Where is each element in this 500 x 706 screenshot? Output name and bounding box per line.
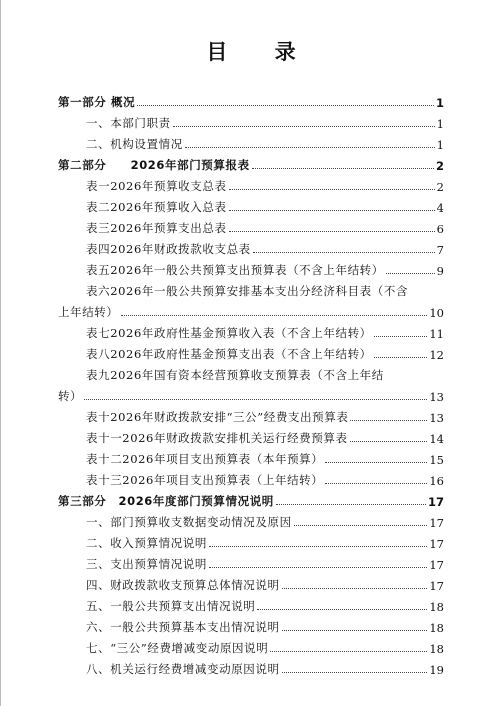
toc-entry-label: 表十2026年财政拨款安排“三公”经费支出预算表 [86,410,349,424]
toc-entry[interactable] [58,257,444,278]
toc-entry-label: 表二2026年预算收入总表 [86,200,227,214]
toc-page-number: 19 [429,663,444,677]
toc-page-number: 16 [429,474,444,488]
toc-leader-dots [209,546,427,547]
toc-leader-dots [173,126,435,127]
toc-page-number: 9 [436,264,444,278]
toc-entry-label: 表七2026年政府性基金预算收入表（不含上年结转） [86,326,372,340]
toc-leader-dots [185,147,435,148]
toc-page-number: 6 [436,222,444,236]
toc-part-heading[interactable] [58,488,444,509]
toc-page-number: 2 [436,180,444,194]
toc-entry[interactable] [58,131,444,152]
toc-leader-dots [325,483,427,484]
toc-entry[interactable] [58,593,444,614]
page-title: 目 录 [206,40,316,64]
toc-leader-dots [282,588,428,589]
toc-entry[interactable] [58,236,444,257]
toc-entry-label: 第三部分 2026年度部门预算情况说明 [58,494,274,508]
toc-entry[interactable] [58,404,444,425]
toc-leader-dots [253,252,435,253]
toc-leader-dots [209,567,427,568]
toc-leader-dots [121,315,428,316]
toc-entry-label: 八、机关运行经费增减变动原因说明 [86,662,280,676]
toc-page-number: 12 [429,348,444,362]
toc-part-heading[interactable] [58,152,444,173]
toc-leader-dots [325,462,427,463]
toc-leader-dots [386,273,435,274]
toc-page-number: 17 [429,579,444,593]
toc-leader-dots [350,420,427,421]
toc-entry-label: 表九2026年国有资本经营预算收支预算表（不含上年结 [86,368,384,382]
toc-page-number: 18 [429,621,444,635]
toc-entry-label: 二、机构设置情况 [86,137,183,151]
toc-leader-dots [270,651,427,652]
toc-entry-label-continued: 上年结转） [58,305,119,319]
toc-leader-dots [257,609,427,610]
toc-entry[interactable] [58,530,444,551]
toc-part-heading[interactable] [58,89,444,110]
toc-page-number: 15 [429,453,444,467]
toc-entry[interactable] [58,341,444,362]
toc-entry[interactable] [58,320,444,341]
toc-entry-label: 七、“三公”经费增减变动原因说明 [86,641,269,655]
toc-entry-label: 表十二2026年项目支出预算表（本年预算） [86,452,324,466]
toc-entry-label: 表八2026年政府性基金预算支出表（不含上年结转） [86,347,372,361]
toc-leader-dots [84,399,427,400]
toc-leader-dots [276,504,426,505]
toc-entry-label: 一、部门预算收支数据变动情况及原因 [86,515,292,529]
toc-entry-label: 表十一2026年财政拨款安排机关运行经费预算表 [86,431,348,445]
toc-entry[interactable] [58,194,444,215]
toc-entry-label: 五、一般公共预算支出情况说明 [86,599,256,613]
toc-entry[interactable] [58,614,444,635]
toc-entry-label: 一、本部门职责 [86,116,171,130]
toc-entry[interactable] [58,551,444,572]
toc-entry-label: 表十三2026年项目支出预算表（上年结转） [86,473,324,487]
toc-page-number: 17 [429,516,444,530]
toc-page-number: 17 [429,558,444,572]
table-of-contents [58,89,444,677]
toc-leader-dots [350,441,428,442]
toc-page-number: 13 [429,390,444,404]
toc-entry-label: 四、财政拨款收支预算总体情况说明 [86,578,280,592]
toc-entry[interactable] [58,362,444,404]
toc-entry[interactable] [58,425,444,446]
toc-entry-label: 表一2026年预算收支总表 [86,179,227,193]
toc-leader-dots [229,231,435,232]
toc-page-number: 7 [436,243,444,257]
toc-leader-dots [374,336,428,337]
toc-leader-dots [229,210,435,211]
toc-entry-label: 第一部分 概况 [58,95,136,109]
toc-leader-dots [294,525,428,526]
toc-page-number: 1 [436,117,444,131]
toc-page-number: 4 [436,201,444,215]
toc-page-number: 1 [435,96,444,110]
toc-entry-label-continued: 转） [58,389,83,403]
toc-entry-label: 表四2026年财政拨款收支总表 [86,242,251,256]
toc-page-number: 1 [436,138,444,152]
toc-page-number: 10 [429,306,444,320]
toc-leader-dots [229,189,435,190]
toc-entry[interactable] [58,656,444,677]
toc-page-number: 13 [429,411,444,425]
toc-entry-label: 表六2026年一般公共预算安排基本支出分经济科目表（不含 [86,284,409,298]
toc-entry[interactable] [58,173,444,194]
toc-leader-dots [252,168,434,169]
toc-page-number: 18 [429,642,444,656]
toc-entry[interactable] [58,446,444,467]
toc-leader-dots [137,105,434,106]
toc-entry[interactable] [58,110,444,131]
toc-entry[interactable] [58,635,444,656]
toc-entry[interactable] [58,215,444,236]
toc-page-number: 11 [429,327,444,341]
toc-entry-label: 第二部分 2026年部门预算报表 [58,158,250,172]
toc-entry[interactable] [58,278,444,320]
toc-leader-dots [282,630,428,631]
toc-entry[interactable] [58,467,444,488]
toc-entry-label: 三、支出预算情况说明 [86,557,207,571]
toc-leader-dots [282,672,428,673]
toc-entry-label: 表五2026年一般公共预算支出预算表（不含上年结转） [86,263,384,277]
toc-page-number: 14 [429,432,444,446]
toc-entry[interactable] [58,509,444,530]
toc-page-number: 17 [429,537,444,551]
toc-entry[interactable] [58,572,444,593]
toc-page-number: 18 [429,600,444,614]
toc-entry-label: 表三2026年预算支出总表 [86,221,227,235]
toc-entry-label: 六、一般公共预算基本支出情况说明 [86,620,280,634]
toc-entry-label: 二、收入预算情况说明 [86,536,207,550]
toc-leader-dots [374,357,428,358]
toc-page-number: 17 [427,495,444,509]
toc-page-number: 2 [435,159,444,173]
